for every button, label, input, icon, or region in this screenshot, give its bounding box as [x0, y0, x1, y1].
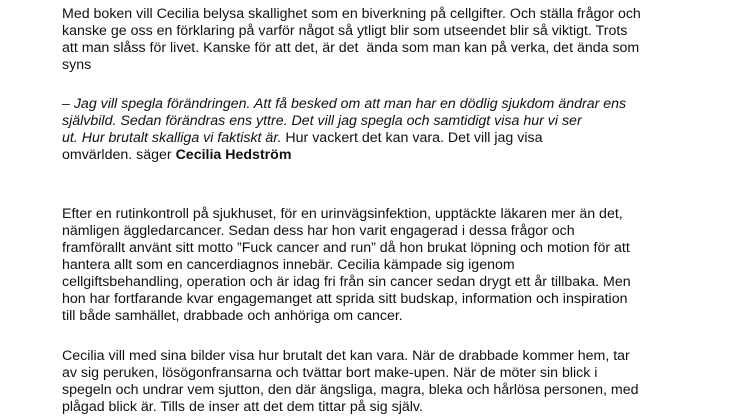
paragraph-line: Cecilia vill med sina bilder visa hur brutalt det kan vara. När de drabbade kommer hem, tar: [62, 348, 630, 364]
quote-line: självbild. Sedan förändras ens yttre. Det vill jag spegla och samtidigt visa hur vi ser: [62, 113, 582, 129]
quote-line: [62, 130, 542, 147]
paragraph-line: till både samhället, drabbade och anhöriga om cancer.: [62, 308, 403, 324]
paragraph-line: Efter en rutinkontroll på sjukhuset, för en urinvägsinfektion, upptäckte läkaren mer än det,: [62, 206, 623, 222]
quote-line: [62, 147, 291, 164]
paragraph-line: plågad blick är. Tills de inser att det dem tittar på sig själv.: [62, 399, 423, 415]
quote-italic-text: ut. Hur brutalt skalliga vi faktiskt är.: [62, 130, 282, 146]
paragraph-line: spegeln och undrar vem sjutton, den där ängsliga, magra, bleka och hårlösa personen, med: [62, 382, 639, 398]
paragraph-line: Med boken vill Cecilia belysa skallighet som en biverkning på cellgifter. Och ställa frågor och: [62, 6, 641, 22]
paragraph-line: hantera allt som en cancerdiagnos innebär. Cecilia kämpade sig igenom: [62, 257, 515, 273]
speaker-name: Cecilia Hedström: [175, 147, 292, 163]
paragraph-line: av sig peruken, lösögonfransarna och tvättar bort make-upen. När de möter sin blick i: [62, 365, 598, 381]
quote-line: – Jag vill spegla förändringen. Att få besked om att man har en dödlig sjukdom ändrar ens: [62, 96, 627, 112]
paragraph-line: nämligen äggledarcancer. Sedan dess har hon varit engagerad i dessa frågor och: [62, 223, 575, 239]
paragraph-line: framförallt använt sitt motto ”Fuck cancer and run” då hon brukat löpning och motion för att: [62, 240, 630, 256]
paragraph-line: syns: [62, 57, 92, 73]
paragraph-line: cellgiftsbehandling, operation och är idag fri från sin cancer sedan drygt ett år tillbaka. Men: [62, 274, 631, 290]
paragraph-line: hon har fortfarande kvar engagemanget att sprida sitt budskap, information och inspiration: [62, 291, 628, 307]
quote-normal-text: Hur vackert det kan vara. Det vill jag visa: [281, 130, 543, 146]
paragraph-line: att man slåss för livet. Kanske för att det, är det ända som man kan på verka, det ända som: [62, 40, 640, 56]
paragraph-line: kanske ge oss en förklaring på varför något så ytligt blir som utseendet blir så viktigt. Trots: [62, 23, 628, 39]
quote-attribution-text: omvärlden. säger: [62, 147, 176, 163]
